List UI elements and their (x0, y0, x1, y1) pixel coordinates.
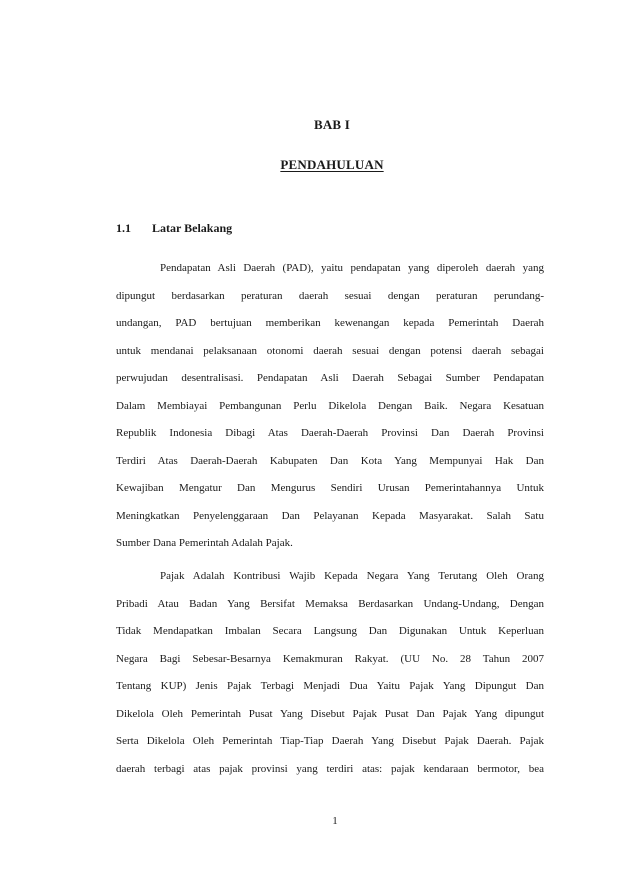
text-line: Tidak Mendapatkan Imbalan Secara Langsung Dan Digunakan Untuk Keperluan (116, 625, 544, 637)
text-line: Pendapatan Asli Daerah (PAD), yaitu pendapatan yang diperoleh daerah yang (160, 262, 544, 274)
text-line: Meningkatkan Penyelenggaraan Dan Pelayanan Kepada Masyarakat. Salah Satu (116, 509, 544, 522)
text-line: Negara Bagi Sebesar-Besarnya Kemakmuran Rakyat. (UU No. 28 Tahun 2007 (116, 652, 544, 665)
text-line: perwujudan desentralisasi. Pendapatan Asli Daerah Sebagai Sumber Pendapatan (116, 372, 544, 384)
text-line: Dalam Membiayai Pembangunan Perlu Dikelola Dengan Baik. Negara Kesatuan (116, 399, 544, 412)
text-line: dipungut berdasarkan peraturan daerah sesuai dengan peraturan perundang- (116, 289, 544, 302)
text-line: daerah terbagi atas pajak provinsi yang terdiri atas: pajak kendaraan bermotor, bea (116, 762, 544, 775)
text-line: undangan, PAD bertujuan memberikan kewenangan kepada Pemerintah Daerah (116, 317, 544, 329)
text-line: Kewajiban Mengatur Dan Mengurus Sendiri Urusan Pemerintahannya Untuk (116, 482, 544, 494)
text-line: Dikelola Oleh Pemerintah Pusat Yang Disebut Pajak Pusat Dan Pajak Yang dipungut (116, 707, 544, 720)
text-line: Pajak Adalah Kontribusi Wajib Kepada Negara Yang Terutang Oleh Orang (160, 570, 544, 582)
chapter-title: PENDAHULUAN (280, 157, 384, 172)
text-line: Serta Dikelola Oleh Pemerintah Tiap-Tiap Daerah Yang Disebut Pajak Daerah. Pajak (116, 735, 544, 747)
section-number: 1.1 (116, 221, 131, 235)
text-line: Republik Indonesia Dibagi Atas Daerah-Daerah Provinsi Dan Daerah Provinsi (116, 427, 544, 439)
chapter-number: BAB I (313, 117, 351, 132)
page-number: 1 (332, 815, 338, 827)
text-line: Sumber Dana Pemerintah Adalah Pajak. (116, 537, 293, 549)
paragraph-2 (116, 563, 544, 783)
text-line: untuk mendanai pelaksanaan otonomi daerah sesuai dengan potensi daerah sebagai (116, 344, 544, 357)
paragraph-1 (116, 255, 544, 558)
text-line: Pribadi Atau Badan Yang Bersifat Memaksa Berdasarkan Undang-Undang, Dengan (116, 597, 544, 610)
section-title: Latar Belakang (152, 221, 233, 235)
text-line: Terdiri Atas Daerah-Daerah Kabupaten Dan Kota Yang Mempunyai Hak Dan (116, 454, 544, 467)
section-heading (116, 221, 232, 236)
text-line: Tentang KUP) Jenis Pajak Terbagi Menjadi Dua Yaitu Pajak Yang Dipungut Dan (116, 680, 544, 692)
